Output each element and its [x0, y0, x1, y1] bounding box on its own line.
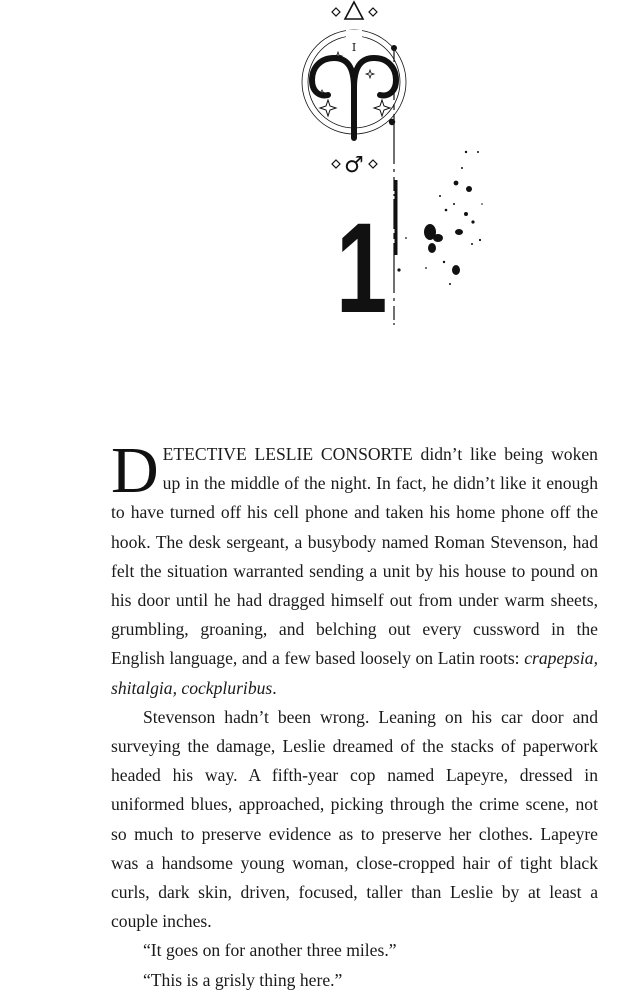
- paragraph: [111, 434, 598, 703]
- paragraph-text: didn’t like being woken up in the middle of the night. In fact, he didn’t like it enough to have turned off his cell phone and taken his home phone off the hook. The desk sergeant, a busybody named Roman Stevenson, had felt the situation warranted sending a unit by his house to pound on his door until he had dragged himself out from under warm sheets, grumbling, groaning, and belching out every cussword in the English language, and a few based loosely on Latin roots:: [111, 444, 598, 669]
- chapter-body: [111, 434, 598, 995]
- diamond-ornament-right-icon: [369, 160, 377, 168]
- paragraph: “It goes on for another three miles.”: [143, 940, 397, 961]
- mars-icon: ♂: [344, 153, 364, 178]
- italic-words: crapepsia, shitalgia, cockpluribus: [111, 648, 598, 698]
- sparkle-icon: [320, 100, 336, 116]
- paragraph-end: .: [272, 677, 277, 698]
- lead-in-caps: ETECTIVE LESLIE CONSORTE: [162, 444, 413, 464]
- triangle-icon: [345, 2, 363, 19]
- diamond-ornament-left-icon: [332, 160, 340, 168]
- ink-splatter: [397, 151, 482, 285]
- chapter-number: 1: [336, 197, 385, 340]
- ink-drop: [389, 119, 395, 125]
- drop-cap: D: [111, 434, 159, 507]
- diamond-ornament-left-icon: [332, 8, 340, 16]
- emblem-numeral: I: [351, 41, 357, 54]
- ink-drop: [391, 45, 397, 51]
- aries-emblem: [296, 0, 506, 330]
- paragraph: Stevenson hadn’t been wrong. Leaning on his car door and surveying the damage, Leslie dreamed of the stacks of paperwork headed his way. A fifth-year cop named Lapeyre, dressed in uniformed blues, approached, picking through the crime scene, not so much to preserve evidence as to preserve her clothes. Lapeyre was a handsome young woman, close-cropped hair of tight black curls, dark skin, driven, focused, taller than Leslie by at least a couple inches.: [111, 706, 598, 932]
- diamond-ornament-right-icon: [369, 8, 377, 16]
- aries-icon: [312, 58, 396, 138]
- paragraph: “This is a grisly thing here.”: [143, 969, 343, 990]
- sparkle-icon: [366, 70, 374, 78]
